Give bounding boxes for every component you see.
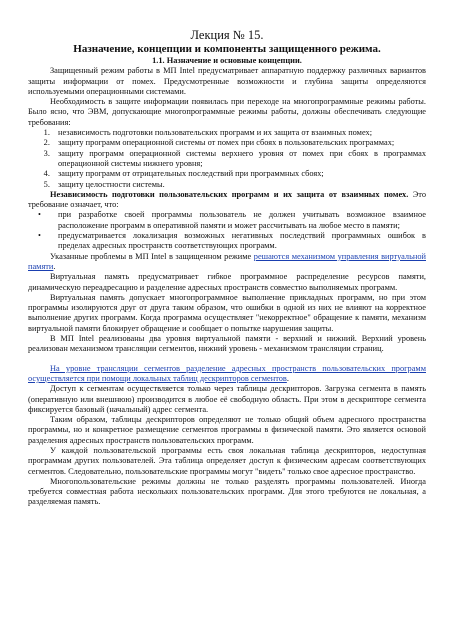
spacer: [28, 355, 426, 364]
text-run: .: [286, 373, 289, 383]
bullet-icon: •: [38, 210, 41, 220]
segment-translation-link[interactable]: На уровне трансляции сегментов разделение адресных пространств пользовательских программ осуществляется при помощи локальных таблиц дескрипторов сегментов: [28, 363, 426, 383]
text-run: .: [53, 261, 56, 271]
lecture-number: Лекция № 15.: [190, 28, 264, 42]
requirements-list: [28, 128, 426, 190]
list-item: [38, 210, 426, 231]
text-run: Это требование означает, что:: [28, 189, 426, 210]
paragraph-local-table: У каждой пользовательской программы есть своя локальная таблица дескрипторов, недоступная программам других пользователей. Эта таблица определяет доступ к физическим адресам соответствующих сегментов. Следовательно, пользовательские программы могут "видеть" только свое адресное пространство.: [28, 445, 426, 476]
list-item: 4. защиту программ от отрицательных последствий при программных сбоях;: [52, 169, 426, 179]
paragraph-segment-translation: [28, 364, 426, 385]
list-item: 1. независимость подготовки пользовательских программ и их защита от взаимных помех;: [52, 128, 426, 138]
bold-phrase: Независимость подготовки пользовательских программ и их защита от взаимных помех.: [50, 189, 409, 199]
paragraph-virtual-memory: Виртуальная память предусматривает гибкое программное распределение ресурсов памяти, динамическую переадресацию и разделение адресных пространств совместно выполняемых программ.: [28, 272, 426, 292]
paragraph-necessity: Необходимость в защите информации появилась при переходе на многопрограммные режимы работы. Было ясно, что ЭВМ, допускающие многопрограммные режимы работы, должны обеспечивать следующие требования:: [28, 97, 426, 127]
paragraph-independence: [28, 190, 426, 211]
paragraph-isolation: Виртуальная память допускает многопрограммное выполнение прикладных программ, но при этом программы изолируются друг от друга таким образом, что ошибки в одной из них не влияют на корректное выполнение других программ. Когда программа осуществляет "некорректное" обращение к памяти, механизм виртуальной памяти блокирует обращение и сообщает о попытке нарушения защиты.: [28, 292, 426, 333]
text-run: Указанные проблемы в МП Intel в защищенном режиме: [50, 251, 254, 261]
list-item: 5. защиту целостности системы.: [52, 180, 426, 190]
list-item: 3. защиту программ операционной системы верхнего уровня от помех при сбоях в программах операционной системы нижнего уровня;: [52, 149, 426, 170]
paragraph-descriptor-access: Доступ к сегментам осуществляется только через таблицы дескрипторов. Загрузка сегмента в память (оперативную или внешнюю) производится в любое её свободную область. При этом в дескрипторе сегмента фиксируется базовый (начальный) адрес сегмента.: [28, 384, 426, 414]
page-title: Назначение, концепции и компоненты защищенного режима.: [73, 43, 381, 55]
paragraph-levels: В МП Intel реализованы два уровня виртуальной памяти - верхний и нижний. Верхний уровень реализован механизмом трансляции сегментов, нижний уровень - механизмом трансляции страниц.: [28, 334, 426, 354]
paragraph-intro: Защищенный режим работы в МП Intel предусматривает аппаратную поддержку различных вариантов защиты информации от помех. Предусмотренные возможности и глубина защиты определяются используемыми операционными системами.: [28, 66, 426, 96]
list-item: [38, 231, 426, 252]
virtual-memory-link[interactable]: решаются механизмом управления виртуальной памяти: [28, 251, 426, 271]
list-item: 2. защиту программ операционной системы от помех при сбоях в пользовательских программах;: [52, 138, 426, 148]
section-heading: 1.1. Назначение и основные концепции.: [152, 56, 302, 65]
paragraph-shared-memory: Многопользовательские режимы должны не только разделять программы пользователей. Иногда требуется совместная работа нескольких пользовательских программ. Для этого требуются не локальная, а разделяемая память.: [28, 476, 426, 507]
list-item-text: при разработке своей программы пользователь не должен учитывать возможное взаимное расположение программ в оперативной памяти и может рассчитывать на любое место в памяти;: [58, 210, 426, 230]
bullet-list: [28, 210, 426, 251]
list-item-text: предусматривается локализация возможных негативных последствий программных ошибок в пределах адресных пространств соответствующих программ.: [58, 231, 426, 251]
paragraph-descriptor-tables: Таким образом, таблицы дескрипторов определяют не только общий объем адресного пространства программы, но и конкретное размещение сегментов программы в физической памяти. Это является основой разделения адресных пространств пользовательских программ.: [28, 415, 426, 445]
paragraph-solution: [28, 252, 426, 273]
bullet-icon: •: [38, 231, 41, 241]
